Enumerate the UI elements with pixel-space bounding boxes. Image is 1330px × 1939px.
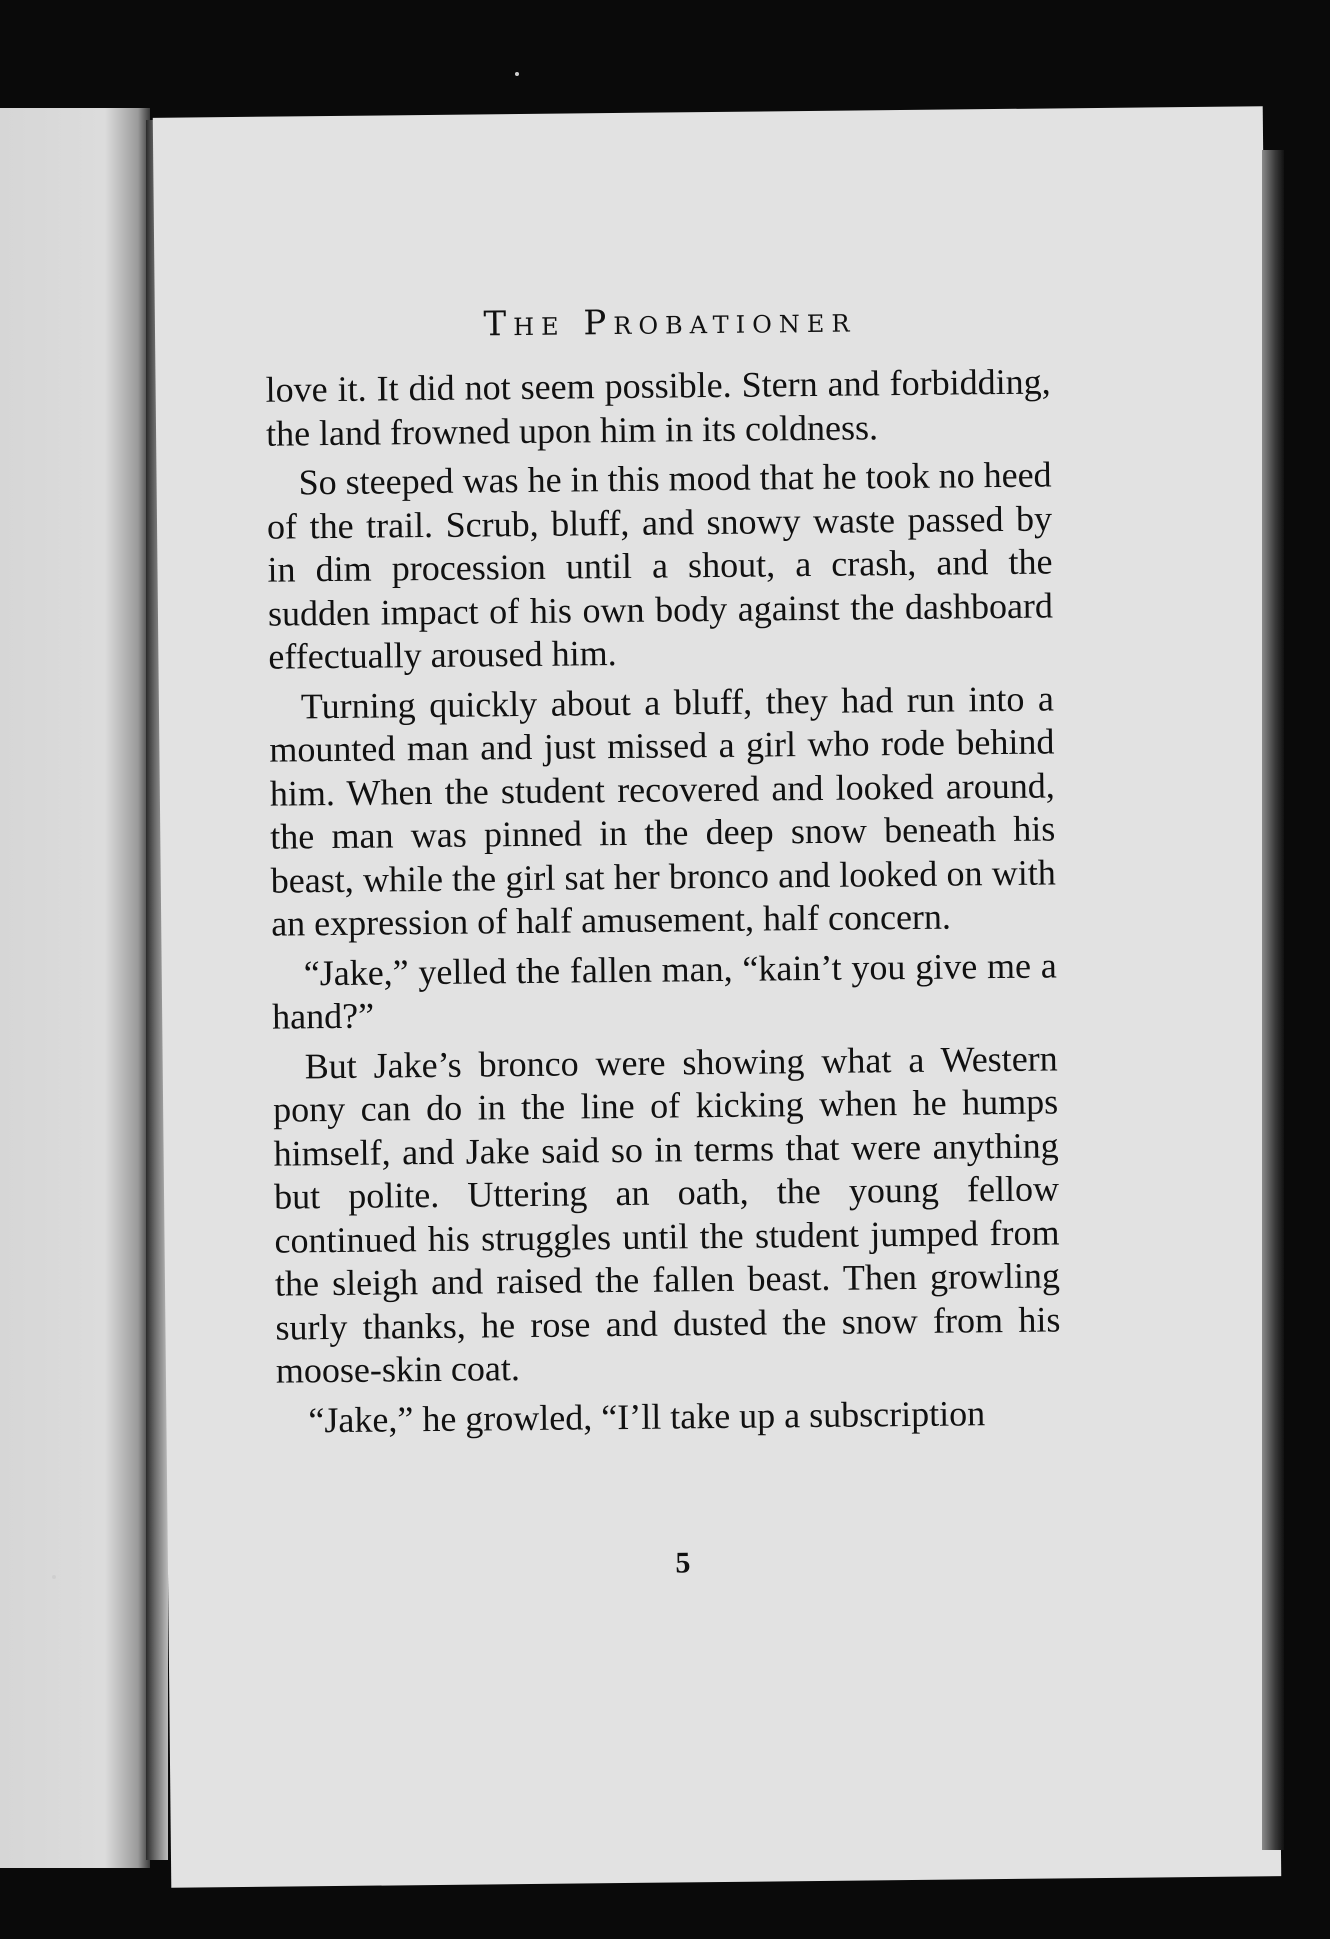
paragraph: love it. It did not seem possible. Stern and forbidding, the land frowned upon him in its coldness. [265, 361, 1051, 454]
facing-page [0, 108, 150, 1868]
paragraph: But Jake’s bronco were showing what a Western pony can do in the line of kicking when he humps himself, and Jake said so in terms that were anything but polite. Uttering an oath, the young fellow continued his struggles until the student jumped from the sleigh and raised the fallen beast. Then growling surly thanks, he rose and dusted the snow from his moose-skin coat. [272, 1037, 1061, 1391]
scan-speck [52, 1575, 56, 1579]
page-edge-shadow [1262, 150, 1284, 1850]
book-page [153, 106, 1281, 1888]
paragraph: “Jake,” he growled, “I’ll take up a subscription [308, 1392, 986, 1440]
running-head: The Probationer [483, 300, 857, 345]
paragraph: Turning quickly about a bluff, they had run into a mounted man and just missed a girl who rode behind him. When the student recovered and looked around, the man was pinned in the deep snow beneath his beast, while the girl sat her bronco and looked on with an expression of half amusement, half concern. [269, 677, 1056, 944]
body-text [265, 360, 1061, 1448]
page-number: 5 [675, 1546, 691, 1580]
paragraph: So steeped was he in this mood that he took no heed of the trail. Scrub, bluff, and snowy waste passed by in dim procession until a shout, a crash, and the sudden impact of his own body against the dashboard effectually aroused him. [266, 454, 1054, 677]
scan-speck [515, 72, 519, 76]
paragraph: “Jake,” yelled the fallen man, “kain’t you give me a hand?” [271, 944, 1057, 1037]
